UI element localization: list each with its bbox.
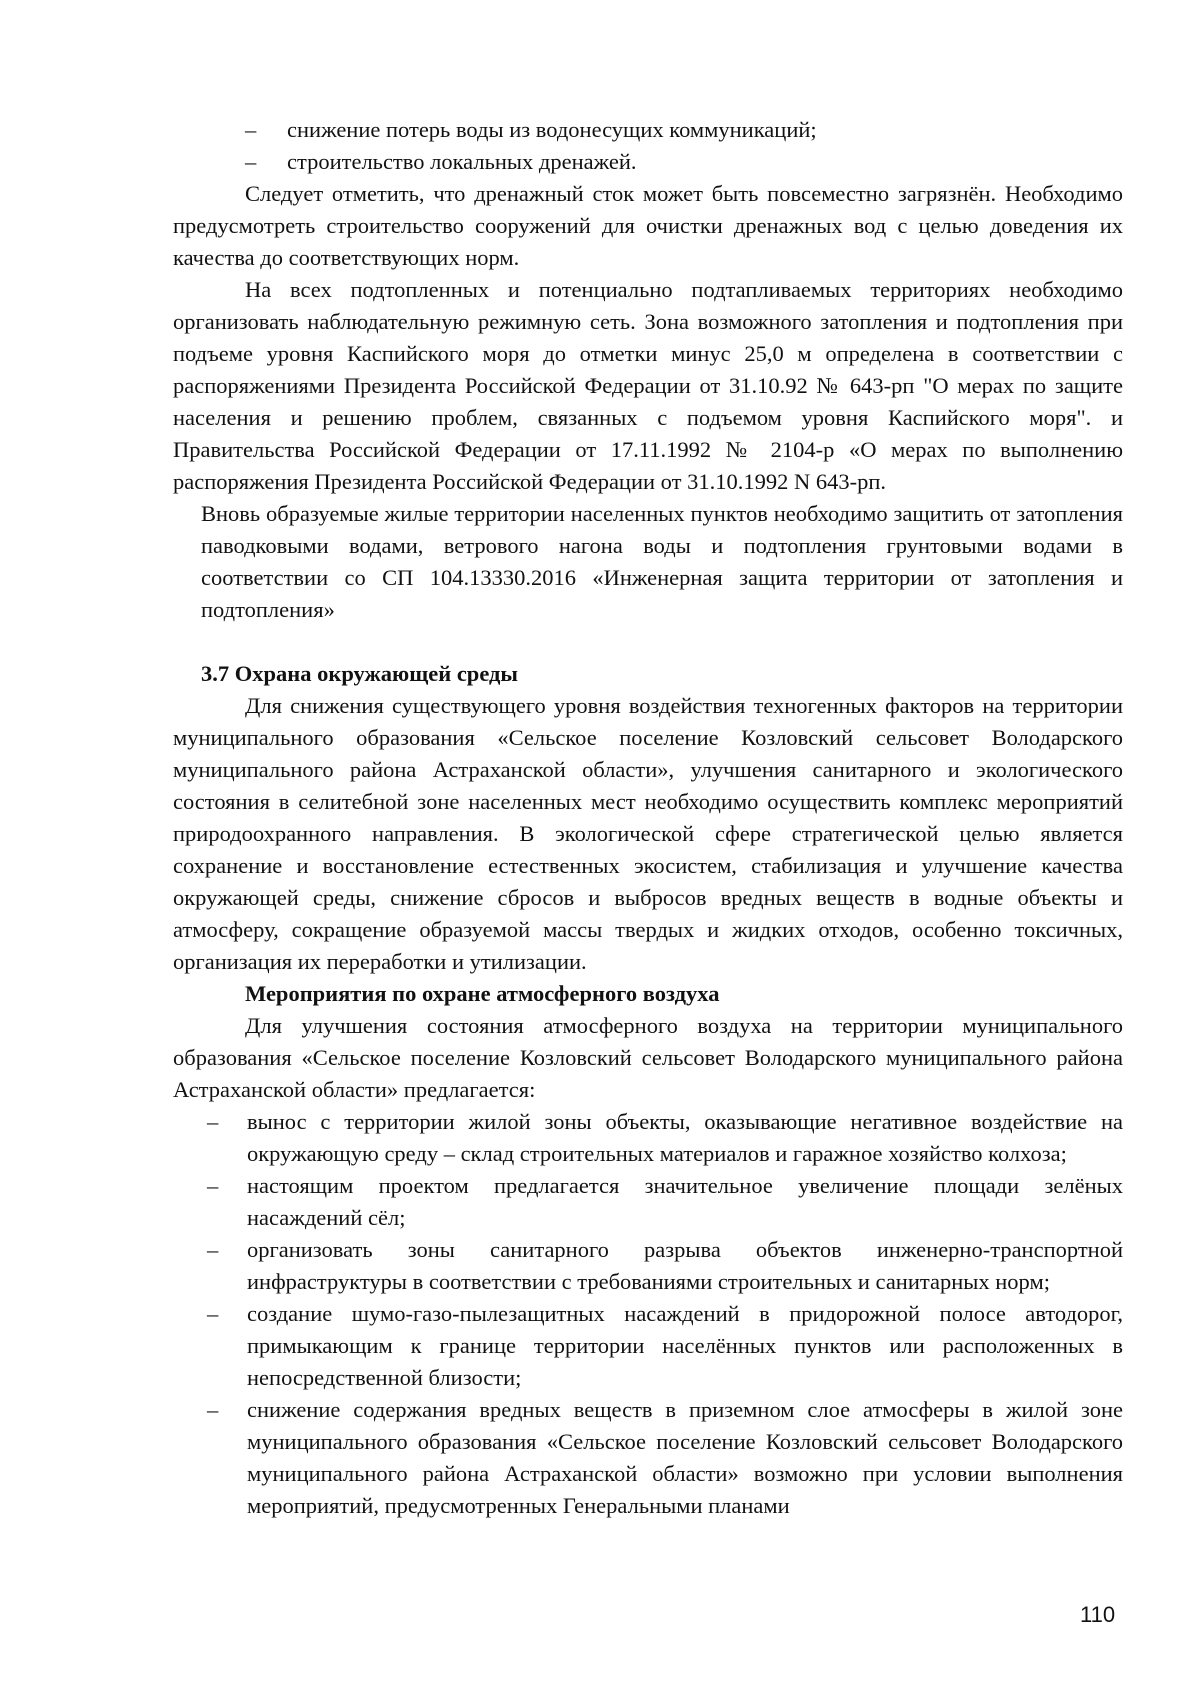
list-item [245,146,1123,178]
subsection-heading: Мероприятия по охране атмосферного воздуха [245,981,720,1006]
list-item-text: строительство локальных дренажей. [287,149,637,174]
list-item-text: настоящим проектом предлагается значительное увеличение площади зелёных насаждений сёл; [247,1173,1123,1230]
paragraph-flood-protection: Вновь образуемые жилые территории населенных пунктов необходимо защитить от затопления паводковыми водами, ветрового нагона воды и подтопления грунтовыми водами в соответствии со СП 104.13330.2016 «Инженерная защита территории от затопления и подтопления» [201,501,1123,622]
list-item-text: создание шумо-газо-пылезащитных насаждений в придорожной полосе автодорог, примыкающим к границе территории населённых пунктов или расположенных в непосредственной близости; [247,1301,1123,1390]
paragraph-drainage-pollution: Следует отметить, что дренажный сток может быть повсеместно загрязнён. Необходимо предусмотреть строительство сооружений для очистки дренажных вод с целью доведения их качества до соответствующих норм. [173,181,1123,270]
measures-list [207,1106,1123,1522]
list-item [207,1170,1123,1234]
list-dash: – [207,1237,219,1262]
list-dash: – [245,149,257,174]
paragraph-environment-intro: Для снижения существующего уровня воздействия техногенных факторов на территории муниципального образования «Сельское поселение Козловский сельсовет Володарского муниципального района Астраханской области», улучшения санитарного и экологического состояния в селитебной зоне населенных мест необходимо осуществить комплекс мероприятий природоохранного направления. В экологической сфере стратегической целью является сохранение и восстановление естественных экосистем, стабилизация и улучшение качества окружающей среды, снижение сбросов и выбросов вредных веществ в водные объекты и атмосферу, сокращение образуемой массы твердых и жидких отходов, особенно токсичных, организация их переработки и утилизации. [173,693,1123,974]
list-item-text: вынос с территории жилой зоны объекты, оказывающие негативное воздействие на окружающую среду – склад строительных материалов и гаражное хозяйство колхоза; [247,1109,1123,1166]
page-content [173,114,1123,1522]
list-dash: – [207,1301,219,1326]
list-item [207,1234,1123,1298]
paragraph-air-intro: Для улучшения состояния атмосферного воздуха на территории муниципального образования «Сельское поселение Козловский сельсовет Володарского муниципального района Астраханской области» предлагается: [173,1013,1123,1102]
list-item-text: снижение содержания вредных веществ в приземном слое атмосферы в жилой зоне муниципального образования «Сельское поселение Козловский сельсовет Володарского муниципального района Астраханской области» возможно при условии выполнения мероприятий, предусмотренных Генеральными планами [247,1397,1123,1518]
list-dash: – [245,117,257,142]
page-number: 110 [1080,1602,1116,1627]
list-item [207,1106,1123,1170]
list-dash: – [207,1173,219,1198]
list-item [245,114,1123,146]
list-item-text: организовать зоны санитарного разрыва объектов инженерно-транспортной инфраструктуры в соответствии с требованиями строительных и санитарных норм; [247,1237,1123,1294]
list-item-text: снижение потерь воды из водонесущих коммуникаций; [287,117,817,142]
list-dash: – [207,1109,219,1134]
list-dash: – [207,1397,219,1422]
section-heading: 3.7 Охрана окружающей среды [201,661,518,686]
list-item [207,1394,1123,1522]
paragraph-monitoring-network: На всех подтопленных и потенциально подтапливаемых территориях необходимо организовать наблюдательную режимную сеть. Зона возможного затопления и подтопления при подъеме уровня Каспийского моря до отметки минус 25,0 м определена в соответствии с распоряжениями Президента Российской Федерации от 31.10.92 № 643-рп "О мерах по защите населения и решению проблем, связанных с подъемом уровня Каспийского моря". и Правительства Российской Федерации от 17.11.1992 № 2104-р «О мерах по выполнению распоряжения Президента Российской Федерации от 31.10.1992 N 643-рп. [173,277,1123,494]
list-item [207,1298,1123,1394]
